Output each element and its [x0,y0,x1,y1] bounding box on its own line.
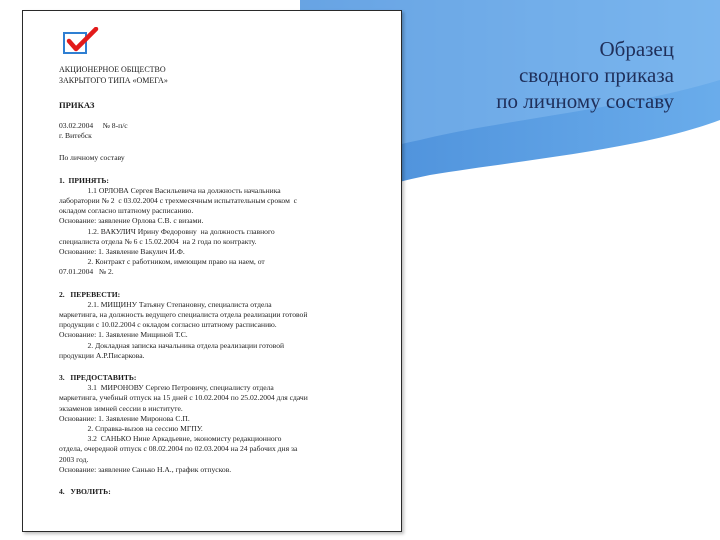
order-text-line: отдела, очередной отпуск с 08.02.2004 по 02.03.2004 на 24 рабочих дня за [59,444,298,454]
order-text-line: 2003 год. [59,454,89,464]
order-text-line: продукции с 10.02.2004 с окладом согласно штатному расписанию. [59,320,277,330]
order-text-line: 07.01.2004 № 2. [59,267,114,277]
slide-title-line: сводного приказа [518,63,674,87]
order-text-line: лаборатории № 2 с 03.02.2004 с трехмесячным испытательным сроком с [59,196,298,206]
slide-title-line: по личному составу [496,89,674,113]
order-text-line: Основание: 1. Заявление Миронова С.П. [59,413,190,423]
org-line: ЗАКРЫТОГО ТИПА «ОМЕГА» [59,75,168,85]
order-text-line: Основание: заявление Орлова С.В. с визами. [59,216,204,226]
order-subject: По личному составу [59,153,125,163]
order-text-line: маркетинга, на должность ведущего специалиста отдела реализации готовой [59,310,308,320]
organization-name [59,65,168,86]
order-city: г. Витебск [59,131,92,141]
order-text-line: Основание: 1. Заявление Вакулич И.Ф. [59,247,185,257]
order-text-line: 2.1. МИЩИНУ Татьяну Степановну, специалиста отдела [59,299,272,309]
section-heading: 2. ПЕРЕВЕСТИ: [59,289,121,299]
order-text-line: Основание: заявление Санько Н.А., график отпусков. [59,464,232,474]
section-heading: 1. ПРИНЯТЬ: [59,175,109,185]
section-heading: 4. УВОЛИТЬ: [59,487,111,497]
order-document [22,10,402,532]
order-text-line: специалиста отдела № 6 с 15.02.2004 на 2 года по контракту. [59,236,257,246]
order-text-line: 1.1 ОРЛОВА Сергея Васильевича на должность начальника [59,185,281,195]
order-text-line: окладом согласно штатному расписанию. [59,206,194,216]
order-text-line: экзаменов зимней сессии в институте. [59,403,183,413]
order-text-line: 2. Контракт с работником, имеющим право на наем, от [59,257,265,267]
order-text-line: Основание: 1. Заявление Мищиной Т.С. [59,330,188,340]
order-text-line: продукции А.Р.Писаркова. [59,350,145,360]
order-text-line: 3.1 МИРОНОВУ Сергею Петровичу, специалисту отдела [59,383,274,393]
order-date-number: 03.02.2004 № 8-п/с [59,121,128,130]
order-text-line: 3.2 САНЬКО Нине Аркадьевне, экономисту редакционного [59,434,282,444]
slide-title-line: Образец [599,37,674,61]
slide-title [394,36,674,114]
checkmark-icon [63,27,99,57]
section-heading: 3. ПРЕДОСТАВИТЬ: [59,373,137,383]
org-line: АКЦИОНЕРНОЕ ОБЩЕСТВО [59,65,166,74]
order-title: ПРИКАЗ [59,100,95,110]
order-text-line: 2. Справка-вызов на сессию МГПУ. [59,424,203,434]
order-text-line: маркетинга, учебный отпуск на 15 дней с 10.02.2004 по 25.02.2004 для сдачи [59,393,308,403]
order-text-line: 1.2. ВАКУЛИЧ Ирину Федоровну на должность главного [59,226,275,236]
order-body [59,121,389,497]
order-text-line: 2. Докладная записка начальника отдела реализации готовой [59,340,285,350]
